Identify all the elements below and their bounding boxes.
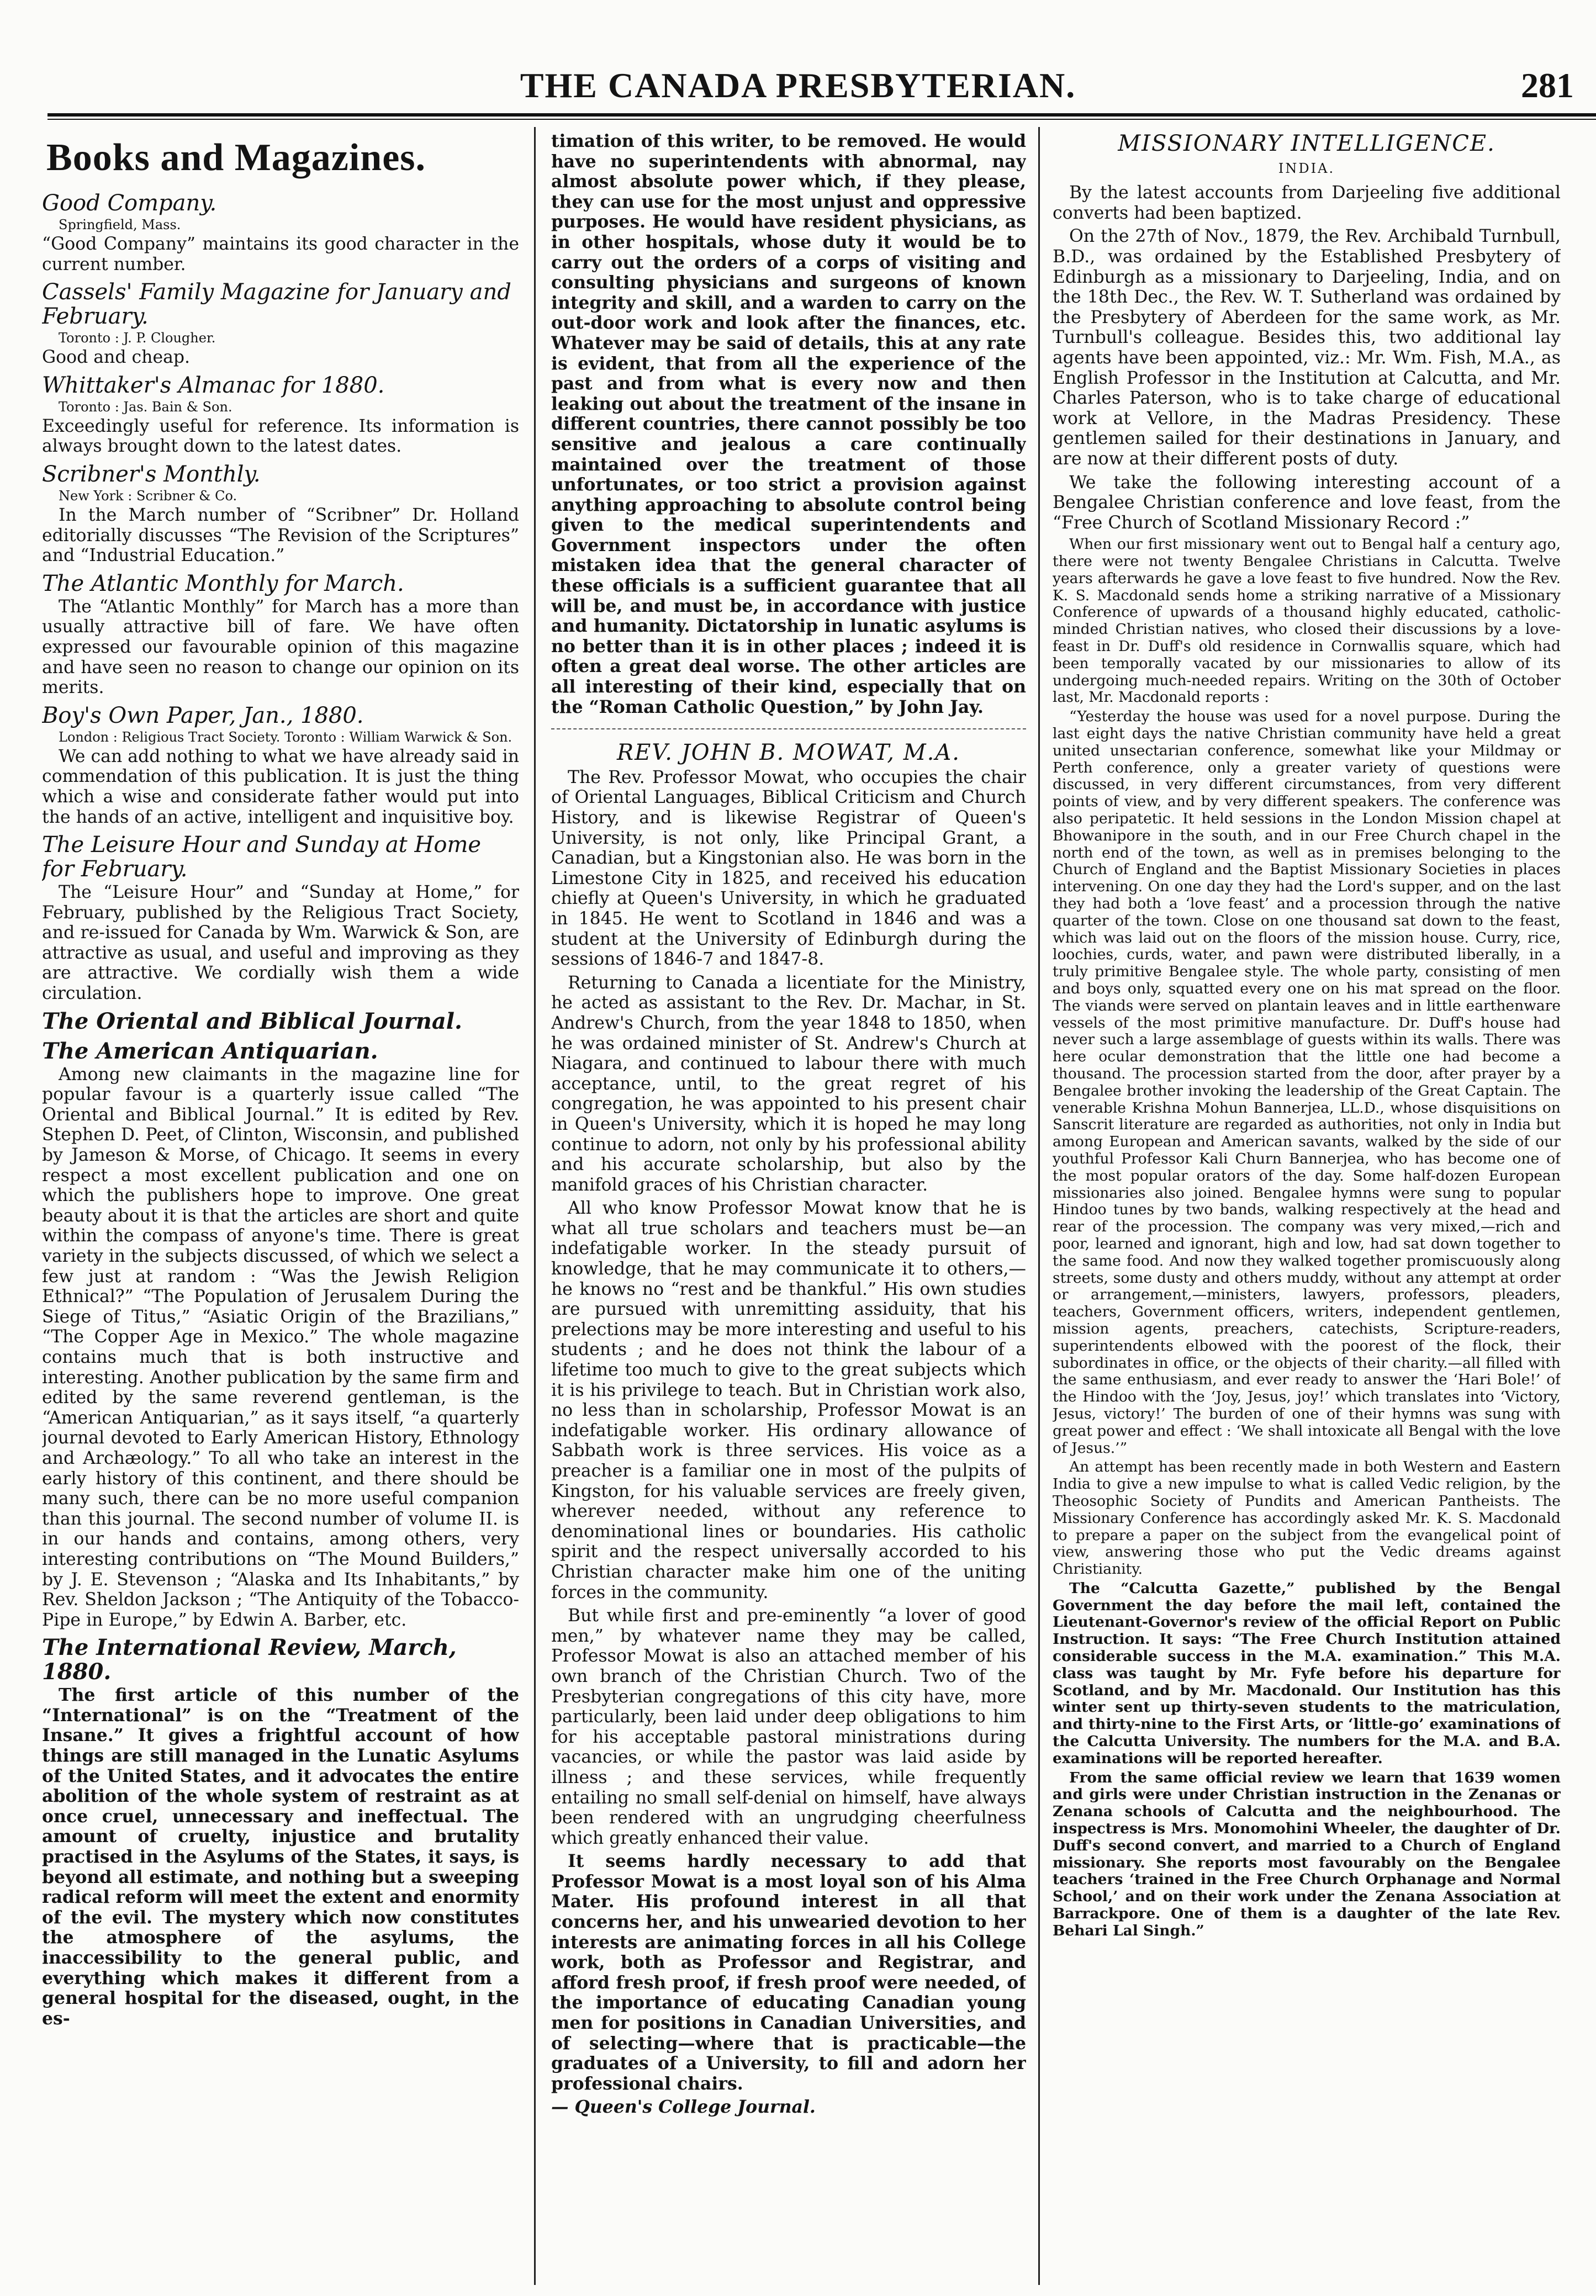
article-paragraph: The Rev. Professor Mowat, who occupies the chair of Oriental Languages, Biblical Criticism and Church History, and is likewise Registrar of Queen's University, is not only, like Principal Grant, a Canadian, but a Kingstonian also. He was born in the Limestone City in 1825, and received his education chiefly at Queen's University, in which he graduated in 1845. He went to Scotland in 1846 and was a student at the University of Edinburgh during the sessions of 1846-7 and 1847-8.	[551, 767, 1026, 970]
review-body-international: The first article of this number of the “International” is on the “Treatment of the Insane.” It gives a frightful account of how things are still managed in the Lunatic Asylums of the United States, and it advocates the entire abolition of the whole system of restraint as at once cruel, unnecessary and ineffectual. The amount of cruelty, injustice and brutality practised in the Asylums of the States, it says, is beyond all estimate, and nothing but a sweeping radical reform will meet the extent and enormity of the evil. The mystery which now constitutes the atmosphere of the asylums, the inaccessibility to the general public, and everything which makes it different from a general hospital for the diseased, ought, in the es-	[42, 1685, 519, 2029]
newspaper-masthead: THE CANADA PRESBYTERIAN.	[520, 66, 1076, 105]
news-paragraph: We take the following interesting account of a Bengalee Christian conference and love feast, from the “Free Church of Scotland Missionary Record :”	[1053, 472, 1561, 533]
continued-review-text: timation of this writer, to be removed. He would have no superintendents with abnormal, nay almost absolute power which, if they please, they can use for the most unjust and oppressive purposes. He would have resident physicians, as in other hospitals, whose duty it would be to carry out the orders of a corps of visiting and consulting physicians and surgeons of known integrity and skill, and a warden to carry on the out-door work and look after the finances, etc. Whatever may be said of details, this at any rate is evident, that from all the experience of the past and from what is every now and then leaking out about the treatment of the insane in different countries, there cannot possibly be too sensitive and jealous a care continually maintained over the treatment of those unfortunates, or too strict a provision against anything approaching to absolute control being given to the medical superintendents and Government inspectors under the often mistaken idea that the general character of these officials is a sufficient guarantee that all will be, and must be, in accordance with justice and humanity. Dictatorship in lunatic asylums is no better than it is in other places ; indeed it is often a great deal worse. The other articles are all interesting of their kind, especially that on the “Roman Catholic Question,” by John Jay.	[551, 131, 1026, 717]
review-imprint: Toronto : Jas. Bain & Son.	[59, 399, 232, 415]
review-title: Boy's Own Paper, Jan., 1880.	[42, 702, 364, 728]
review-title-oriental-journal: The Oriental and Biblical Journal.	[42, 1008, 462, 1034]
review-body: Good and cheap.	[42, 347, 191, 368]
review-body: In the March number of “Scribner” Dr. Holland editorially discusses “The Revision of the Scriptures” and “Industrial Education.”	[42, 505, 519, 566]
review-entry	[42, 191, 519, 274]
review-entry	[42, 462, 519, 566]
review-title-american-antiquarian: The American Antiquarian.	[42, 1038, 378, 1064]
news-paragraph-zenana: From the same official review we learn that 1639 women and girls were under Christian instruction in the Zenanas or Zenana schools of Calcutta and the neighbourhood. The inspectress is Mrs. Monomohini Wheeler, the daughter of Dr. Duff's second convert, and married to a Church of England missionary. She reports most favourably on the Bengalee teachers ‘trained in the Free Church Orphanage and Normal School,’ and on their work under the Zenana Association at Barrackpore. One of them is a daughter of the late Rev. Behari Lal Singh.”	[1053, 1769, 1561, 1939]
quote-main: “Yesterday the house was used for a novel purpose. During the last eight days the native Christian community have held a great united unsectarian conference, somewhat like your Mildmay or Perth conference, only a greater variety of questions were discussed, in very different circumstances, from very different points of view, and by very different speakers. The conference was also peripatetic. It held sessions in the London Mission chapel at Bhowanipore in the south, and in our Free Church chapel in the north end of the town, as well as in premises belonging to the Church of England and the Baptist Missionary Societies in places intervening. On one day they had the Lord's supper, and on the last they had both a ‘love feast’ and a procession through the native quarter of the town. Close on one thousand sat down to the feast, which was laid out on the floors of the mission house. Curry, rice, loochies, curds, water, and pawn were distributed liberally, in a truly primitive Bengalee style. The whole party, consisting of men and boys only, squatted every one on his mat spread on the floor. The viands were served on plantain leaves and in little earthenware vessels of the most primitive manufacture. Dr. Duff's house had never such a large assemblage of guests within its walls. There was here ocular demonstration that the little one had become a thousand. The procession started from the door, after prayer by a Bengalee brother invoking the leadership of the Great Captain. The venerable Krishna Mohun Bannerjea, LL.D., whose disquisitions on Sanscrit literature are regarded as authorities, not only in India but among European and American savants, walked by the side of our youthful Professor Kali Churn Bannerjea, who has become one of the most popular orators of the day. Some half-dozen European missionaries also joined. Bengalee hymns were sung to popular Hindoo tunes by two bands, walking respectively at the head and rear of the procession. The company was very mixed,—rich and poor, learned and ignorant, high and low, had sat down together to the same food. And now they walked together promiscuously along streets, some dusty and others muddy, without any attempt at order or arrangement,—ministers, lawyers, professors, pleaders, teachers, Government officers, writers, independent gentlemen, mission agents, preachers, catechists, Scripture-readers, superintendents elbowed with the poorest of the flock, their subordinates in office, or the objects of their charity.—all filled with the same enthusiasm, and ever ready to answer the ‘Hari Bole!’ of the Hindoo with the ‘Joy, Jesus, joy!’ which translates into ‘Victory, Jesus, victory!’ The burden of one of their hymns was sung with great power and effect : ‘We shall intoxicate all Bengal with the love of Jesus.’”	[1053, 708, 1561, 1457]
news-paragraph: On the 27th of Nov., 1879, the Rev. Archibald Turnbull, B.D., was ordained by the Established Presbytery of Edinburgh as a missionary to Darjeeling, India, and on the 18th Dec., the Rev. W. T. Sutherland was ordained by the Presbytery of Aberdeen for the same work, as Mr. Turnbull's colleague. Besides this, two additional lay agents have been appointed, viz.: Mr. Wm. Fish, M.A., as English Professor in the Institution at Calcutta, and Mr. Charles Paterson, who is to take charge of educational work at Vellore, in the Madras Presidency. These gentlemen sailed for their destinations in January, and are now at their different posts of duty.	[1053, 226, 1561, 469]
review-imprint: Toronto : J. P. Clougher.	[59, 330, 216, 346]
review-body: We can add nothing to what we have already said in commendation of this publication. It is just the thing which a wise and considerate father would put into the hands of an active, intelligent and inquisitive boy.	[42, 746, 519, 827]
article-source: — Queen's College Journal.	[551, 2097, 816, 2118]
review-entry	[42, 833, 519, 1004]
column-divider	[534, 127, 536, 2285]
review-title: Scribner's Monthly.	[42, 461, 261, 487]
column-mowat	[551, 131, 1026, 2281]
page-header	[0, 0, 1596, 110]
review-imprint: Springfield, Mass.	[59, 217, 181, 232]
news-paragraph-vedic: An attempt has been recently made in both Western and Eastern India to give a new impulse to what is called Vedic religion, by the Theosophic Society of Pundits and American Pantheists. The Missionary Conference has accordingly asked Mr. K. S. Macdonald to prepare a paper on the subject from the evangelical point of view, answering those who put the Vedic dreams against Christianity.	[1053, 1458, 1561, 1578]
review-title: Whittaker's Almanac for 1880.	[42, 372, 385, 398]
review-entry	[42, 373, 519, 457]
section-title-books-and-magazines: Books and Magazines.	[46, 136, 426, 179]
review-entry	[42, 572, 519, 698]
review-entry	[42, 703, 519, 827]
news-paragraph-gazette: The “Calcutta Gazette,” published by the Bengal Government the day before the mail left, contained the Lieutenant-Governor's review of the official Report on Public Instruction. It says: “The Free Church Institution attained considerable success in the M.A. examination.” This M.A. class was taught by Mr. Fyfe before his departure for Scotland, and by Mr. Macdonald. Our Institution has this winter sent up thirty-seven students to the matriculation, and thirty-nine to the First Arts, or ‘little-go’ examinations of the Calcutta University. The numbers for the M.A. and B.A. examinations will be reported hereafter.	[1053, 1579, 1561, 1767]
review-title: The Atlantic Monthly for March.	[42, 570, 404, 596]
article-paragraph: All who know Professor Mowat know that he is what all true scholars and teachers must be—an indefatigable worker. In the steady pursuit of knowledge, that he may communicate it to others,—he knows no “rest and be thankful.” His own studies are pursued with unremitting assiduity, that his prelections may be more interesting and useful to his students ; and he does not think the labour of a lifetime too much to give to the great subjects which it is his privilege to teach. But in Christian work also, no less than in scholarship, Professor Mowat is an indefatigable worker. His ordinary allowance of Sabbath work is three services. His voice as a preacher is a familiar one in most of the pulpits of Kingston, for his valuable services are freely given, wherever needed, without any reference to denominational lines or boundaries. His catholic spirit and the respect universally accorded to his Christian character make him one of the uniting forces in the community.	[551, 1198, 1026, 1602]
review-imprint: New York : Scribner & Co.	[59, 488, 237, 504]
header-double-rule	[47, 113, 1596, 120]
quote-intro: When our first missionary went out to Bengal half a century ago, there were not twenty Bengalee Christians in Calcutta. Twelve years afterwards he gave a love feast to five hundred. Now the Rev. K. S. Macdonald sends home a striking narrative of a Missionary Conference of upwards of a thousand highly educated, catholic-minded Christian natives, who closed their discussions by a love-feast in Dr. Duff's old residence in Cornwallis square, which had been temporally vacated by our missionaries to allow of its undergoing much-needed repairs. Writing on the 30th of October last, Mr. Macdonald reports :	[1053, 536, 1561, 706]
column-books-and-magazines	[42, 131, 519, 2281]
page-number: 281	[1521, 66, 1574, 105]
section-title-missionary-intelligence: MISSIONARY INTELLIGENCE.	[1118, 131, 1495, 156]
article-title-mowat: REV. JOHN B. MOWAT, M.A.	[617, 740, 960, 766]
review-body: The “Leisure Hour” and “Sunday at Home,” for February, published by the Religious Tract Society, and re-issued for Canada by Wm. Warwick & Son, are attractive as usual, and useful and improving as they are attractive. We cordially wish them a wide circulation.	[42, 882, 519, 1004]
column-divider	[1038, 127, 1040, 2285]
review-body-oriental: Among new claimants in the magazine line for popular favour is a quarterly issue called “The Oriental and Biblical Journal.” It is edited by Rev. Stephen D. Peet, of Clinton, Wisconsin, and published by Jameson & Morse, of Chicago. It seems in every respect a most excellent publication and one on which the publishers hope to improve. One great beauty about it is that the articles are short and quite within the compass of anyone's time. There is great variety in the subjects discussed, of which we select a few just at random : “Was the Jewish Religion Ethnical?” “The Population of Jerusalem During the Siege of Titus,” “Asiatic Origin of the Brazilians,” “The Copper Age in Mexico.” The whole magazine contains much that is both instructive and interesting. Another publication by the same firm and edited by the same reverend gentleman, is the “American Antiquarian,” as it says itself, “a quarterly journal devoted to Early American History, Ethnology and Archæology.” To all who take an interest in the early history of this continent, and there should be many such, there can be no more useful companion than this journal. The second number of volume II. is in our hands and contains, among others, very interesting contributions on “The Mound Builders,” by J. E. Stevenson ; “Alaska and Its Inhabitants,” by Rev. Sheldon Jackson ; “The Antiquity of the Tobacco-Pipe in Europe,” by Edwin A. Barber, etc.	[42, 1064, 519, 1630]
article-divider	[551, 728, 1026, 729]
subhead-india: INDIA.	[1278, 160, 1335, 176]
review-title: Cassels' Family Magazine for January and February.	[42, 279, 511, 330]
article-paragraph: It seems hardly necessary to add that Professor Mowat is a most loyal son of his Alma Mater. His profound interest in all that concerns her, and his unwearied devotion to her interests are animating forces in all his College work, both as Professor and Registrar, and afford fresh proof, if fresh proof were needed, of the importance of educating Canadian young men for positions in Canadian Universities, and of selecting—where that is practicable—the graduates of a University, to fill and adorn her professional chairs.	[551, 1851, 1026, 2094]
review-imprint: London : Religious Tract Society. Toronto : William Warwick & Son.	[59, 729, 512, 745]
review-body: Exceedingly useful for reference. Its information is always brought down to the latest dates.	[42, 416, 519, 457]
article-paragraph: But while first and pre-eminently “a lover of good men,” by whatever name they may be called, Professor Mowat is also an attached member of his own branch of the Christian Church. Two of the Presbyterian congregations of this city have, more particularly, been laid under deep obligations to him for his acceptable pastoral ministrations during vacancies, or while the pastor was laid aside by illness ; and these services, while frequently entailing no small self-denial on himself, have always been rendered with an ungrudging cheerfulness which greatly enhanced their value.	[551, 1606, 1026, 1848]
review-title: The Leisure Hour and Sunday at Home for February.	[42, 832, 482, 882]
review-title-international-review: The International Review, March, 1880.	[42, 1634, 457, 1685]
column-missionary-intelligence	[1053, 131, 1561, 2281]
review-entry	[42, 280, 519, 368]
review-title: Good Company.	[42, 191, 217, 216]
news-paragraph: By the latest accounts from Darjeeling five additional converts had been baptized.	[1053, 183, 1561, 223]
article-paragraph: Returning to Canada a licentiate for the Ministry, he acted as assistant to the Rev. Dr. Machar, in St. Andrew's Church, from the year 1848 to 1850, when he was ordained minister of St. Andrew's Church at Niagara, and continued to labour there with much acceptance, until, to the great regret of his congregation, he was appointed to his present chair in Queen's University, which it is hoped he may long continue to adorn, not only by his professional ability and his accurate scholarship, but also by the manifold graces of his Christian character.	[551, 972, 1026, 1195]
review-body: The “Atlantic Monthly” for March has a more than usually attractive bill of fare. We have often expressed our favourable opinion of this magazine and have seen no reason to change our opinion on its merits.	[42, 596, 519, 698]
quoted-report	[1053, 536, 1561, 1939]
review-body: “Good Company” maintains its good character in the current number.	[42, 234, 519, 274]
